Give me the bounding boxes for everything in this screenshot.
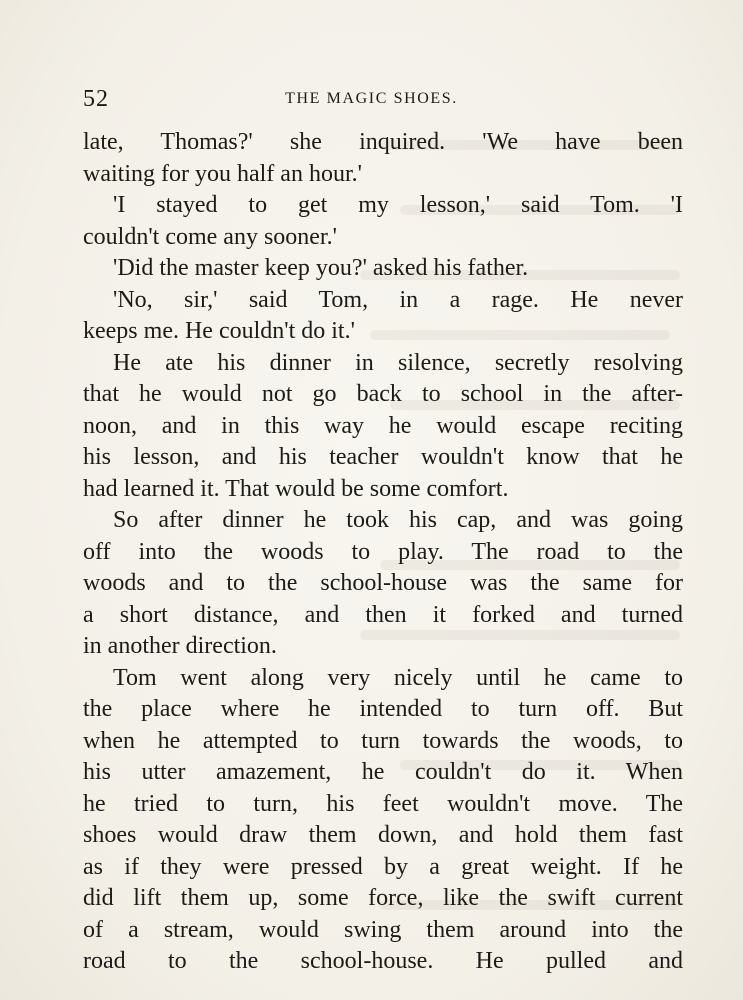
text-line: late, Thomas?' she inquired. 'We have been <box>83 129 683 155</box>
text-line: 'Did the master keep you?' asked his father. <box>113 255 529 281</box>
text-line: He ate his dinner in silence, secretly resolving <box>113 349 683 376</box>
text-line: 'I stayed to get my lesson,' said Tom. 'I <box>113 192 683 218</box>
text-line: of a stream, would swing them around into the <box>83 916 683 943</box>
text-line: woods and to the school-house was the same for <box>83 570 683 596</box>
page-number: 52 <box>83 86 109 112</box>
text-line: the place where he intended to turn off. But <box>83 696 683 722</box>
text-line: Tom went along very nicely until he came to <box>113 664 683 691</box>
text-line: his utter amazement, he couldn't do it. When <box>83 759 683 785</box>
body-text <box>83 127 683 978</box>
text-line: as if they were pressed by a great weight. If he <box>83 853 683 880</box>
text-line: So after dinner he took his cap, and was going <box>113 507 683 533</box>
text-line: when he attempted to turn towards the woods, to <box>83 727 683 754</box>
text-line: noon, and in this way he would escape reciting <box>83 412 683 439</box>
text-line: off into the woods to play. The road to the <box>83 538 683 565</box>
text-line: waiting for you half an hour.' <box>83 160 362 187</box>
text-line: keeps me. He couldn't do it.' <box>83 318 355 344</box>
text-line: road to the school-house. He pulled and <box>83 948 683 974</box>
text-line: shoes would draw them down, and hold them fast <box>83 822 683 848</box>
text-line: did lift them up, some force, like the swift current <box>83 885 683 911</box>
text-line: his lesson, and his teacher wouldn't know that he <box>83 444 683 470</box>
text-line: couldn't come any sooner.' <box>83 223 337 250</box>
text-line: in another direction. <box>83 633 277 659</box>
text-line: a short distance, and then it forked and turned <box>83 601 683 628</box>
text-line: he tried to turn, his feet wouldn't move. The <box>83 790 683 817</box>
running-title: THE MAGIC SHOES. <box>285 90 458 107</box>
text-line: 'No, sir,' said Tom, in a rage. He never <box>113 286 683 313</box>
text-line: had learned it. That would be some comfort. <box>83 475 509 502</box>
text-line: that he would not go back to school in the after- <box>83 381 683 407</box>
